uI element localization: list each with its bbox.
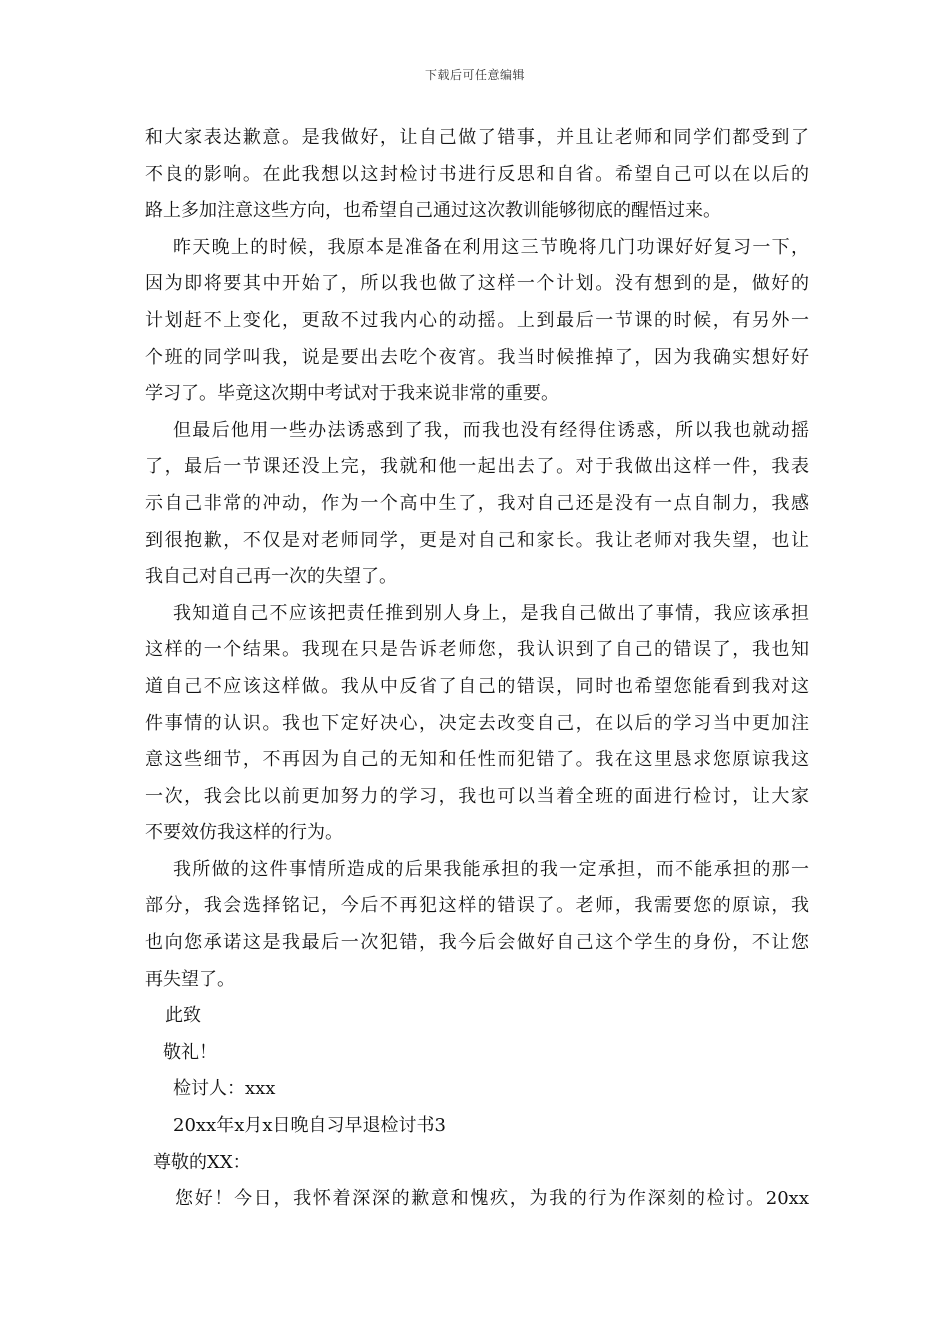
- text-line: 不要效仿我这样的行为。: [145, 822, 343, 844]
- text-line: 示自己非常的冲动，作为一个高中生了，我对自己还是没有一点自制力，我感: [145, 492, 809, 514]
- text-line: 计划赶不上变化，更敌不过我内心的动摇。上到最后一节课的时候，有另外一: [145, 309, 809, 331]
- text-line: 我所做的这件事情所造成的后果我能承担的我一定承担，而不能承担的那一: [173, 858, 809, 880]
- text-line: 我知道自己不应该把责任推到别人身上，是我自己做出了事情，我应该承担: [173, 602, 809, 624]
- text-line: 意这些细节，不再因为自己的无知和任性而犯错了。我在这里恳求您原谅我这: [145, 749, 809, 771]
- text-line: 我自己对自己再一次的失望了。: [145, 566, 397, 588]
- text-line: 但最后他用一些办法诱惑到了我，而我也没有经得住诱惑，所以我也就动摇: [173, 419, 809, 441]
- text-line: 道自己不应该这样做。我从中反省了自己的错误，同时也希望您能看到我对这: [145, 675, 809, 697]
- text-line: 不良的影响。在此我想以这封检讨书进行反思和自省。希望自己可以在以后的: [145, 163, 809, 185]
- text-line: 一次，我会比以前更加努力的学习，我也可以当着全班的面进行检讨，让大家: [145, 785, 809, 807]
- text-line: 敬礼！: [163, 1041, 217, 1063]
- text-line: 再失望了。: [145, 968, 235, 990]
- text-line: 部分，我会选择铭记，今后不再犯这样的错误了。老师，我需要您的原谅，我: [145, 895, 809, 917]
- text-line: 学习了。毕竟这次期中考试对于我来说非常的重要。: [145, 383, 559, 405]
- text-line: 和大家表达歉意。是我做好，让自己做了错事，并且让老师和同学们都受到了: [145, 127, 809, 148]
- text-line: 尊敬的XX：: [153, 1151, 251, 1173]
- text-line: 这样的一个结果。我现在只是告诉老师您，我认识到了自己的错误了，我也知: [145, 639, 809, 661]
- text-line: 个班的同学叫我，说是要出去吃个夜宵。我当时候推掉了，因为我确实想好好: [145, 346, 809, 368]
- text-line: 了，最后一节课还没上完，我就和他一起出去了。对于我做出这样一件，我表: [145, 456, 809, 478]
- text-line: 20xx年x月x日晚自习早退检讨书3: [173, 1115, 446, 1137]
- text-line: 昨天晚上的时候，我原本是准备在利用这三节晚将几门功课好好复习一下，: [173, 236, 809, 258]
- text-line: 此致: [165, 1005, 201, 1027]
- text-line: 也向您承诺这是我最后一次犯错，我今后会做好自己这个学生的身份，不让您: [145, 932, 809, 954]
- text-line: 件事情的认识。我也下定好决心，决定去改变自己，在以后的学习当中更加注: [145, 712, 809, 734]
- text-line: 到很抱歉，不仅是对老师同学，更是对自己和家长。我让老师对我失望，也让: [145, 529, 809, 551]
- text-line: 路上多加注意这些方向，也希望自己通过这次教训能够彻底的醒悟过来。: [145, 200, 721, 222]
- text-line: 因为即将要其中开始了，所以我也做了这样一个计划。没有想到的是，做好的: [145, 273, 809, 295]
- letter-body: [145, 120, 809, 1218]
- text-line: 检讨人：xxx: [173, 1078, 276, 1100]
- page-header-note: 下载后可任意编辑: [424, 68, 525, 82]
- text-line: 您好！今日，我怀着深深的歉意和愧疚，为我的行为作深刻的检讨。20xx: [175, 1188, 809, 1210]
